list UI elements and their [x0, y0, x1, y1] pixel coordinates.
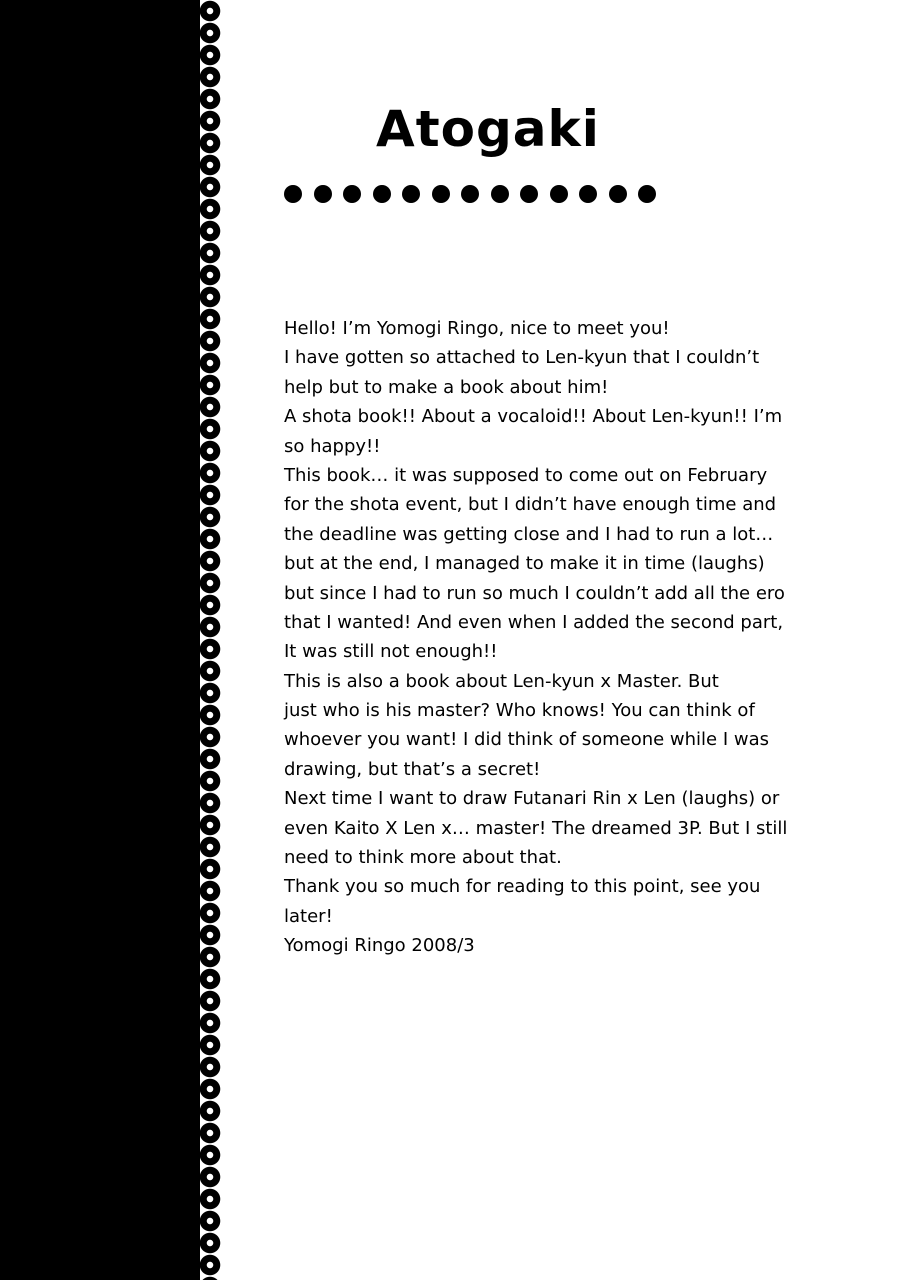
divider-dot	[373, 185, 391, 203]
divider-dot	[402, 185, 420, 203]
text-line: later!	[284, 905, 333, 927]
divider-dot	[284, 185, 302, 203]
text-line: I have gotten so attached to Len-kyun that I couldn’t	[284, 347, 760, 369]
divider-dot	[343, 185, 361, 203]
black-page-border	[0, 0, 200, 1280]
divider-dot	[638, 185, 656, 203]
divider-dot	[550, 185, 568, 203]
text-line: for the shota event, but I didn’t have enough time and	[284, 494, 777, 516]
text-line: that I wanted! And even when I added the second part,	[284, 611, 784, 633]
dot-divider	[284, 185, 656, 203]
text-line: Thank you so much for reading to this point, see you	[284, 876, 761, 898]
page-title: Atogaki	[376, 100, 600, 158]
text-line: whoever you want! I did think of someone while I was	[284, 729, 770, 751]
divider-dot	[520, 185, 538, 203]
text-line: help but to make a book about him!	[284, 376, 609, 398]
text-line: Next time I want to draw Futanari Rin x Len (laughs) or	[284, 788, 780, 810]
text-line: but at the end, I managed to make it in time (laughs)	[284, 553, 765, 575]
divider-dot	[491, 185, 509, 203]
divider-dot	[314, 185, 332, 203]
text-line: This is also a book about Len-kyun x Master. But	[284, 670, 719, 692]
text-line: just who is his master? Who knows! You can think of	[284, 700, 755, 722]
text-line: Yomogi Ringo 2008/3	[284, 935, 475, 957]
text-line: This book… it was supposed to come out on February	[284, 464, 768, 486]
text-line: need to think more about that.	[284, 847, 562, 869]
afterword-text	[284, 314, 787, 961]
text-line: the deadline was getting close and I had to run a lot…	[284, 523, 774, 545]
text-line: Hello! I’m Yomogi Ringo, nice to meet you!	[284, 318, 670, 339]
text-line: drawing, but that’s a secret!	[284, 758, 541, 780]
text-line: so happy!!	[284, 435, 381, 457]
beaded-border-decoration	[192, 0, 232, 1280]
text-line: It was still not enough!!	[284, 641, 498, 663]
divider-dot	[579, 185, 597, 203]
divider-dot	[609, 185, 627, 203]
text-line: even Kaito X Len x… master! The dreamed 3P. But I still	[284, 817, 788, 839]
divider-dot	[461, 185, 479, 203]
text-line: A shota book!! About a vocaloid!! About Len-kyun!! I’m	[284, 406, 783, 428]
text-line: but since I had to run so much I couldn’t add all the ero	[284, 582, 785, 604]
divider-dot	[432, 185, 450, 203]
